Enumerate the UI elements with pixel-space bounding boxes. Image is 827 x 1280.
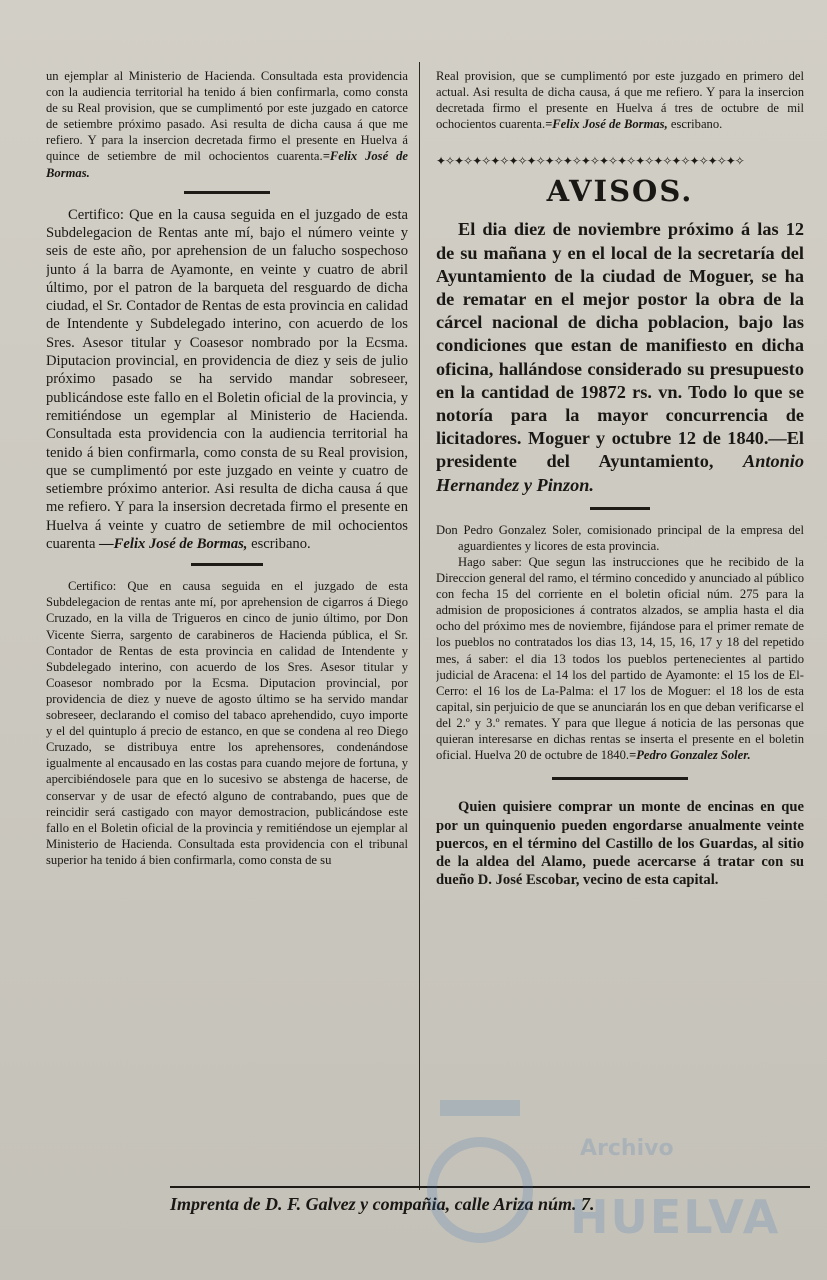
signature-gonzalez: =Pedro Gonzalez Soler. xyxy=(629,748,751,763)
signature-felix-1: =Felix José de Bormas. xyxy=(46,149,408,180)
left-paragraph-3: Certifico: Que en causa seguida en el juzgado de esta Subdelegacion de rentas ante mí, por aprehension de cigarros á Diego Cruzado, en la villa de Trigueros en cinco de junio último, por Don Vicente Sierra, sargento de carabineros de Hacienda pública, el Sr. Contador de Rentas de esta provincia en calidad de Intendente y Subdelegado interino, con acuerdo de los Sres. Asesor titular y Coasesor nombrado por la Ecsma. Diputacion provincial, por providencia de diez y nueve de agosto último se ha servido mandar sobreseer, declarando el comiso del tabaco aprehendido, cuyo importe y el del quintuplo á precio de estanco, en que se condena al reo Diego Cruzado, se distribuya entre los aprehensores, condenándose igualmente al encausado en las costas para cuando mejore de fortuna, y apercibiéndosele para que en lo sucesivo se abstenga de hacerse, de conservar y de usar de efectó alguno de contrabando, pues que de reincidir será castigado con mayor demostracion, publicándose este fallo en el Boletin oficial de la provincia y remitiéndose un ejemplar al Ministerio de Hacienda. Consultada esta providencia con el tribunal superior ha tenido á bien confirmarla, como consta de su xyxy=(46,579,408,867)
aviso-monte-encinas: Quien quisiere comprar un monte de encinas en que por un quinquenio pueden engordarse anualmente veinte puercos, en el término del Castillo de los Guardas, al sitio de la aldea del Alamo, puede acercarse á tratar con su dueño D. José Escobar, vecino de esta capital. xyxy=(436,799,804,889)
left-paragraph-1: un ejemplar al Ministerio de Hacienda. Consultada esta providencia con la audiencia territorial ha tenido á bien confirmarla, como consta de su Real provision, que se cumplimentó por este juzgado en catorce de setiembre próximo pasado. Asi resulta de dicha causa á que me refiero. Y para la insercion decretada firmo el presente en Huelva á quince de setiembre de mil ochocientos cuarenta.=Felix José de Bormas. xyxy=(46,69,408,180)
aviso-gonzalez-body: Hago saber: Que segun las instrucciones que he recibido de la Direccion general del ramo, el término concedido y anunciado al público con fecha 15 del corriente en el boletin oficial núm. 275 para la admision de proposiciones á contratos alzados, se amplia hasta el dia ocho del próximo mes de noviembre, fijándose para el primer remate de los pueblos no contratados los dias 13, 14, 15, 16, 17 y 18 del repetido mes, á saber: el dia 13 todos los pueblos pertenecientes al partido judicial de Aracena: el 14 los del partido de Ayamonte: el 15 los de El-Cerro: el 16 los de La-Palma: el 17 los de Moguer: el 18 los de esta capital, sin perjuicio de que se anunciarán los en que deban verificarse el del 2.º y 3.º remates. Y para que llegue á noticia de las personas que quieran interesarse en dichas rentas se inserta el presente en el boletin oficial. Huelva 20 de octubre de 1840.=Pedro Gonzalez Soler. xyxy=(436,555,804,763)
separator-rule xyxy=(552,777,688,780)
watermark-huelva: HUELVA xyxy=(570,1190,781,1244)
watermark-archivo: Archivo xyxy=(580,1136,674,1161)
aviso-moguer: El dia diez de noviembre próximo á las 12 de su mañana y en el local de la secretaría del Ayuntamiento de la ciudad de Moguer, se ha de rematar en el mejor postor la obra de la cárcel nacional de dicha poblacion, bajo las condiciones que estan de manifiesto en dicha oficina, hallándose considerado su presupuesto en la cantidad de 19872 rs. vn. Todo lo que se notoría para la mayor concurrencia de licitadores. Moguer y octubre 12 de 1840.—El presidente del Ayuntamiento, Antonio Hernandez y Pinzon. xyxy=(436,219,804,495)
right-paragraph-1: Real provision, que se cumplimentó por este juzgado en primero del actual. Asi resulta de dicha causa, á que me refiero. Y para la insercion decretada firmo el presente en Huelva á tres de octubre de mil ochocientos cuarenta.=Felix José de Bormas, escribano. xyxy=(436,69,804,132)
separator-rule xyxy=(184,191,270,194)
column-divider xyxy=(419,62,420,1190)
signature-felix-3: =Felix José de Bormas, xyxy=(545,117,668,132)
separator-rule xyxy=(590,507,650,510)
signature-felix-2: —Felix José de Bormas, xyxy=(99,536,248,552)
footer-rule xyxy=(170,1186,810,1188)
right-column xyxy=(436,68,804,1196)
signature-hernandez: Antonio Hernandez y Pinzon. xyxy=(436,451,804,495)
ornamental-border: ✦✧✦✧✦✧✦✧✦✧✦✧✦✧✦✧✦✧✦✧✦✧✦✧✦✧✦✧✦✧✦✧✦✧ xyxy=(436,154,744,169)
left-column xyxy=(46,68,408,1196)
left-paragraph-2: Certifico: Que en la causa seguida en el juzgado de esta Subdelegacion de Rentas ante mí, bajo el número veinte y seis de este año, por aprehension de un falucho sospechoso junto á la barra de Ayamonte, en veinte y cuatro de abril último, por el patron de la barqueta del resguardo de dicha ciudad, el Sr. Contador de Rentas de esta provincia en calidad de Intendente y Subdelegado interino, con acuerdo de los Sres. Asesor titular y Coasesor nombrado por la Ecsma. Diputacion provincial, en providencia de diez y seis de julio próximo pasado se ha servido mandar sobreseer, publicándose este fallo en el Boletin oficial de la provincia, y remitiéndose un egemplar al Ministerio de Hacienda. Consultada esta providencia con la audiencia territorial ha tenido á bien confirmarla, como consta de su Real provision, que se cumplimentó por este juzgado en veinte y cuatro de setiembre próximo anterior. Asi resulta de dicha causa á que me refiero. Y para la insersion decretada firmo el presente en Huelva á veinte y cuatro de setiembre de mil ochocientos cuarenta —Felix José de Bormas, escribano. xyxy=(46,206,408,552)
aviso-gonzalez-heading: Don Pedro Gonzalez Soler, comisionado principal de la empresa del aguardientes y licores de esta provincia. xyxy=(436,522,804,553)
separator-rule xyxy=(191,563,263,566)
avisos-heading: AVISOS. xyxy=(546,174,694,209)
printer-imprint: Imprenta de D. F. Galvez y compañia, calle Ariza núm. 7. xyxy=(170,1194,595,1214)
